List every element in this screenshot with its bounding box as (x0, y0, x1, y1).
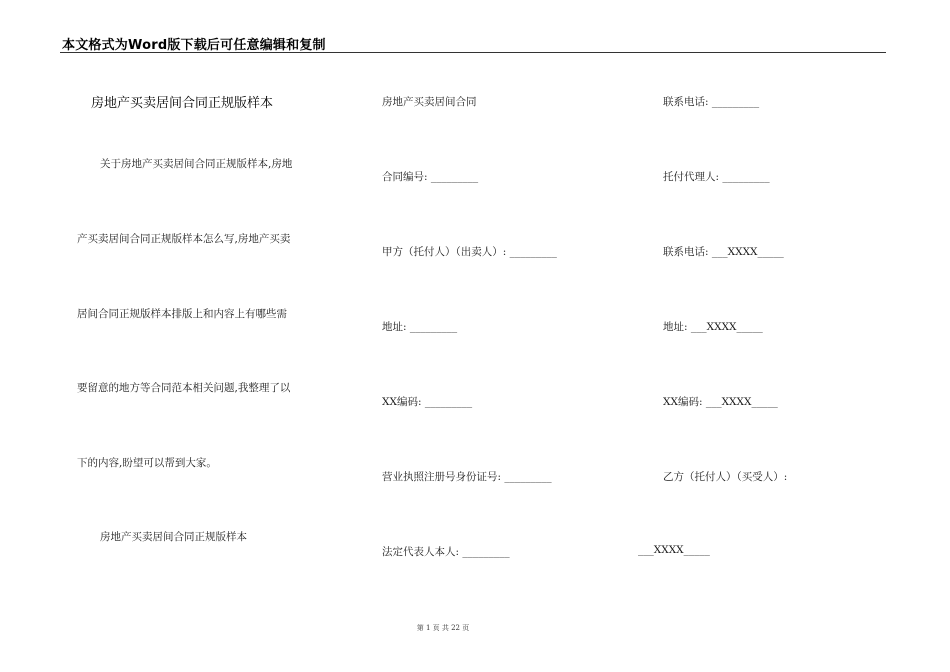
contract-number-field: 合同编号: _________ (382, 171, 479, 183)
party-b-field: 乙方（托付人）（买受人）: (663, 471, 788, 483)
header-rule (60, 52, 886, 53)
phone-field-b: 联系电话: ___XXXX_____ (663, 246, 784, 258)
postal-code-field-b: XX编码: ___XXXX_____ (663, 396, 778, 408)
party-a-field: 甲方（托付人）（出卖人）: _________ (382, 246, 557, 258)
intro-line-4: 要留意的地方等合同范本相关问题,我整理了以 (77, 382, 291, 394)
phone-field-a: 联系电话: _________ (663, 96, 760, 108)
intro-line-5: 下的内容,盼望可以帮到大家。 (77, 457, 217, 469)
intro-line-3: 居间合同正规版样本排版上和内容上有哪些需 (77, 308, 287, 320)
party-b-blank: ___XXXX_____ (638, 544, 710, 556)
agent-field: 托付代理人: _________ (663, 171, 770, 183)
license-id-field: 营业执照注册号身份证号: _________ (382, 471, 552, 483)
legal-representative-field: 法定代表人本人: _________ (382, 546, 510, 558)
intro-line-1: 关于房地产买卖居间合同正规版样本,房地 (100, 158, 293, 170)
section-subtitle: 房地产买卖居间合同正规版样本 (100, 531, 247, 543)
document-header: 本文格式为Word版下载后可任意编辑和复制 (62, 38, 326, 53)
page-footer: 第 1 页 共 22 页 (416, 624, 470, 632)
document-title: 房地产买卖居间合同正规版样本 (91, 96, 274, 111)
address-field-a: 地址: _________ (382, 321, 458, 333)
address-field-b: 地址: ___XXXX_____ (663, 321, 763, 333)
contract-name: 房地产买卖居间合同 (382, 96, 477, 108)
intro-line-2: 产买卖居间合同正规版样本怎么写,房地产买卖 (77, 233, 291, 245)
postal-code-field-a: XX编码: _________ (382, 396, 473, 408)
